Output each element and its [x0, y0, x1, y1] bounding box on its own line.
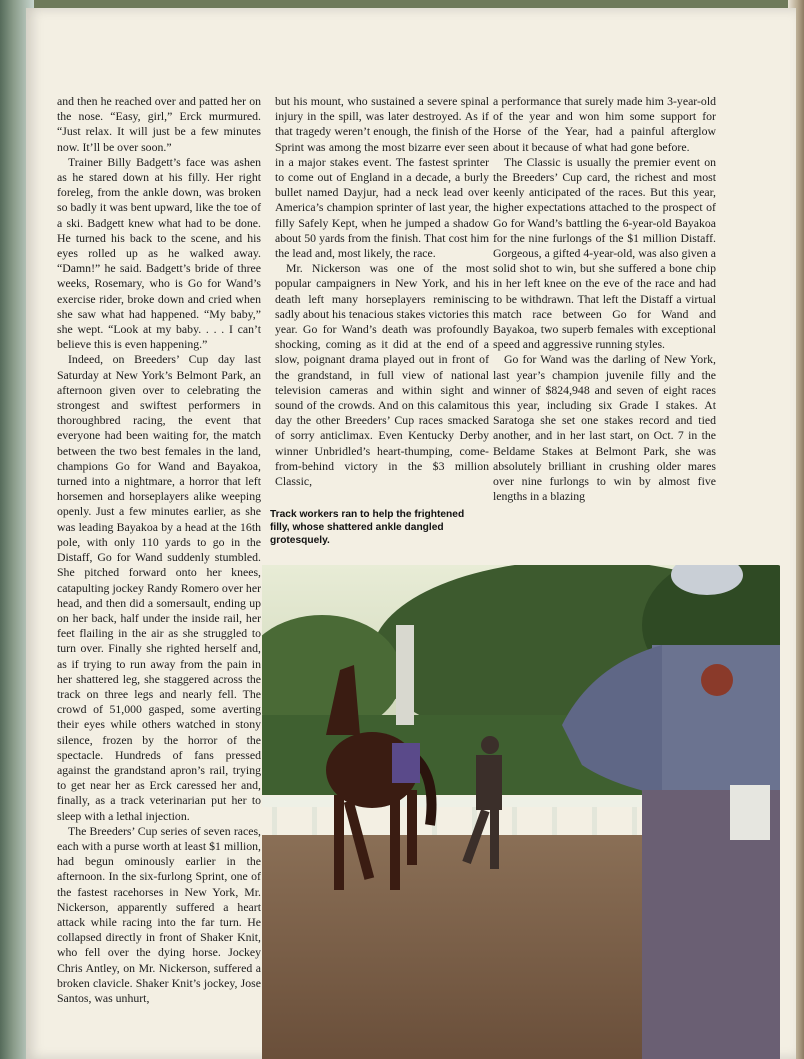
paragraph: Go for Wand was the darling of New York, last year’s champion juvenile filly and the winner of $824,948 and seven of eight races this year, including six Grade I stakes. At Saratoga she set one stakes record and tied another, and in her last start, on Oct. 7 in the Beldame Stakes at Belmont Park, she was absolutely brilliant in crushing older mares over nine furlongs to win by almost five lengths in a blazing — [493, 352, 716, 504]
paragraph: but his mount, who sustained a severe spinal injury in the spill, was later destroyed. As if that tragedy weren’t enough, the finish of the Sprint was among the most bizarre ever seen in a major stakes event. The fastest sprinter to come out of England in a decade, a burly bullet named Dayjur, had a neck lead over America’s champion sprinter of last year, the filly Safely Kept, when he jumped a shadow about 50 yards from the finish. That cost him the lead and, most likely, the race. — [275, 94, 489, 261]
paragraph: The Classic is usually the premier event on the Breeders’ Cup card, the richest and most keenly anticipated of the races. But this year, higher expectations attached to the prospect of Go for Wand’s battling the 6-year-old Bayakoa for the nine furlongs of the $1 million Distaff. Gorgeous, a gifted 4-year-old, was also given a solid shot to win, but she suffered a bone chip in her left knee on the eve of the race and had to be withdrawn. That left the Distaff a virtual match race between Go for Wand and Bayakoa, two superb females with exceptional speed and aggressive running styles. — [493, 154, 716, 352]
photo-caption: Track workers ran to help the frightened filly, whose shattered ankle dangled grotesquely. — [270, 509, 465, 546]
rail-posts — [272, 807, 637, 837]
paragraph: a performance that surely made him 3-year-old of the year and won him some support for Horse of the Year, had a painful afterglow about it because of what had gone before. — [493, 94, 716, 154]
text-column-2 — [275, 94, 489, 489]
text-column-1 — [57, 94, 261, 1006]
paragraph: Indeed, on Breeders’ Cup day last Saturday at New York’s Belmont Park, an afternoon given over to celebrating the strongest and swiftest performers in thoroughbred racing, the event that everyone had been waiting for, the match between the two best females in the land, champions Go for Wand and Bayakoa, turned into a nightmare, a horror that left horsemen and horseplayers alike weeping openly. Just a few minutes earlier, as she was leading Bayakoa by a head at the 16th pole, with only 110 yards to go in the Distaff, Go for Wand suddenly stumbled. She pitched forward onto her knees, catapulting jockey Randy Romero over her head, and then did a somersault, ending up on her back, half under the inside rail, her feet flailing in the air as she struggled to turn over. Finally she righted herself and, as if trying to run away from the pain in her shattered leg, she staggered across the track on three legs and nearly fell. The crowd of 51,000 gasped, some averting their eyes while others watched in stony silence, frozen by the horror of the spectacle. Hundreds of fans pressed against the grandstand apron’s rail, trying to get near her as Erck caressed her and, finally, as a track veterinarian put her to sleep with a lethal injection. — [57, 352, 261, 823]
text-column-3 — [493, 94, 716, 504]
race-track-photo — [262, 565, 780, 1059]
paragraph: Trainer Billy Badgett’s face was ashen as he stared down at his filly. Her right foreleg, from the ankle down, was broken so badly it was bent upward, like the toe of a ski. Badgett knew what had to be done. He turned his back to the scene, and his eyes rolled up as he walked away. “Damn!” he said. Badgett’s bride of three weeks, Rosemary, who is Go for Wand’s exercise rider, broke down and cried when she saw what had happened. “My baby,” she wept. “Look at my baby. . . . I can’t believe this is even happening.” — [57, 154, 261, 352]
paragraph: Mr. Nickerson was one of the most popular campaigners in New York, and his death left many horseplayers reminiscing sadly about his tenacious stakes victories this year. Go for Wand’s death was profoundly shocking, coming as it did at the end of a slow, poignant drama played out in front of the grandstand, in full view of national television cameras and within sight and sound of the crowds. And on this calamitous day the other Breeders’ Cup races smacked of sorry anticlimax. Even Kentucky Derby winner Unbridled’s heart-thumping, come-from-behind victory in the $3 million Classic, — [275, 261, 489, 489]
paragraph: The Breeders’ Cup series of seven races, each with a purse worth at least $1 million, had begun ominously earlier in the afternoon. In the six-furlong Sprint, one of the fastest racehorses in New York, Mr. Nickerson, apparently suffered a heart attack while racing into the far turn. He collapsed directly in front of Shaker Knit, who fell over the dying horse. Jockey Chris Antley, on Mr. Nickerson, suffered a broken clavicle. Shaker Knit’s jockey, Jose Santos, was unhurt, — [57, 823, 261, 1005]
paragraph: and then he reached over and patted her on the nose. “Easy, girl,” Erck murmured. “Just relax. It will just be a few minutes now. It’ll be over soon.” — [57, 94, 261, 154]
statue — [396, 625, 414, 725]
saddle-cloth — [392, 743, 420, 783]
